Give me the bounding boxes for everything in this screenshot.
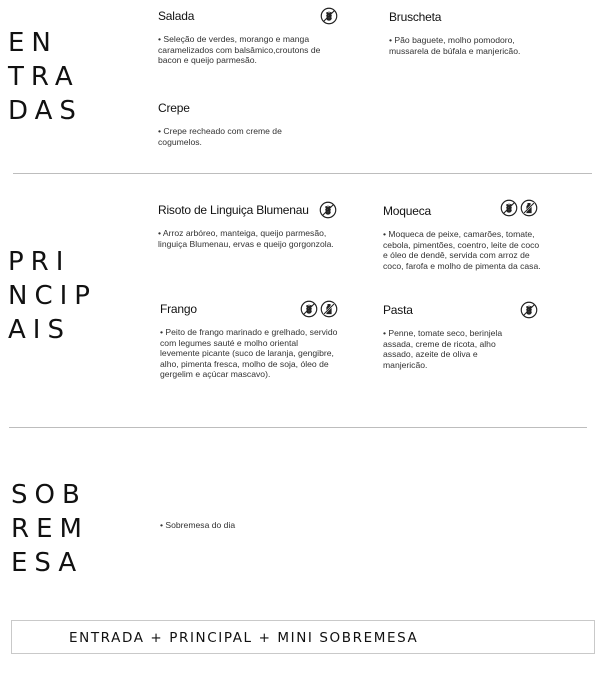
entradas-title: [8, 26, 83, 128]
dish-description: • Moqueca de peixe, camarões, tomate, cebola, pimentões, coentro, leite de coco e óleo de dendê, servida com arroz de coco, farofa e molho de pimenta da casa.: [383, 229, 541, 271]
principais-title-line: AIS: [8, 315, 71, 345]
dish-risoto: [158, 203, 343, 249]
dish-name: Salada: [158, 9, 195, 23]
pasta-icons: [520, 301, 538, 319]
salada-icons: [320, 7, 338, 25]
principais-title-line: PRI: [8, 247, 71, 277]
dish-sobremesa: [160, 520, 320, 531]
dish-description: • Pão baguete, molho pomodoro, mussarela de búfala e manjericão.: [389, 35, 521, 56]
dish-description: • Penne, tomate seco, berinjela assada, creme de ricota, alho assado, azeite de oliva e manjericão.: [383, 328, 503, 370]
dish-description: • Sobremesa do dia: [160, 520, 236, 530]
dish-description: • Peito de frango marinado e grelhado, servido com legumes sauté e molho oriental levemente picante (suco de laranja, gengibre, alho, pimenta fresca, molho de soja, óleo de gergelim e açúcar mascavo).: [160, 327, 338, 380]
principais-title: [8, 245, 97, 347]
gluten-free-icon: [320, 7, 338, 25]
dish-pasta: [383, 303, 523, 370]
risoto-icons: [319, 201, 337, 219]
dish-name: Bruscheta: [389, 10, 442, 24]
gluten-free-icon: [520, 301, 538, 319]
combo-banner: [11, 620, 595, 654]
combo-banner-text: ENTRADA + PRINCIPAL + MINI SOBREMESA: [69, 630, 419, 646]
gluten-free-icon: [500, 199, 518, 217]
entradas-title-line: TRA: [8, 62, 80, 92]
section-divider: [9, 427, 587, 428]
principais-title-line: NCIP: [8, 281, 97, 311]
lactose-free-icon: [320, 300, 338, 318]
dish-description: • Seleção de verdes, morango e manga caramelizados com balsâmico,croutons de bacon e queijo parmesão.: [158, 34, 321, 66]
sobremesa-title-line: REM: [11, 514, 89, 544]
moqueca-icons: [500, 199, 538, 217]
dish-salada: [158, 9, 343, 66]
dish-name: Moqueca: [383, 204, 431, 218]
dish-crepe: [158, 101, 318, 147]
dish-description: • Crepe recheado com creme de cogumelos.: [158, 126, 282, 147]
sobremesa-title: [11, 478, 89, 580]
gluten-free-icon: [300, 300, 318, 318]
dish-name: Risoto de Linguiça Blumenau: [158, 203, 309, 217]
lactose-free-icon: [520, 199, 538, 217]
entradas-title-line: DAS: [8, 96, 83, 126]
sobremesa-title-line: ESA: [11, 548, 84, 578]
dish-name: Pasta: [383, 303, 413, 317]
dish-bruscheta: [389, 10, 554, 56]
gluten-free-icon: [319, 201, 337, 219]
dish-name: Crepe: [158, 101, 190, 115]
section-divider: [13, 173, 592, 174]
frango-icons: [300, 300, 338, 318]
sobremesa-title-line: SOB: [11, 480, 87, 510]
dish-name: Frango: [160, 302, 197, 316]
entradas-title-line: EN: [8, 28, 58, 58]
dish-description: • Arroz arbóreo, manteiga, queijo parmesão, linguiça Blumenau, ervas e queijo gorgonzola.: [158, 228, 334, 249]
